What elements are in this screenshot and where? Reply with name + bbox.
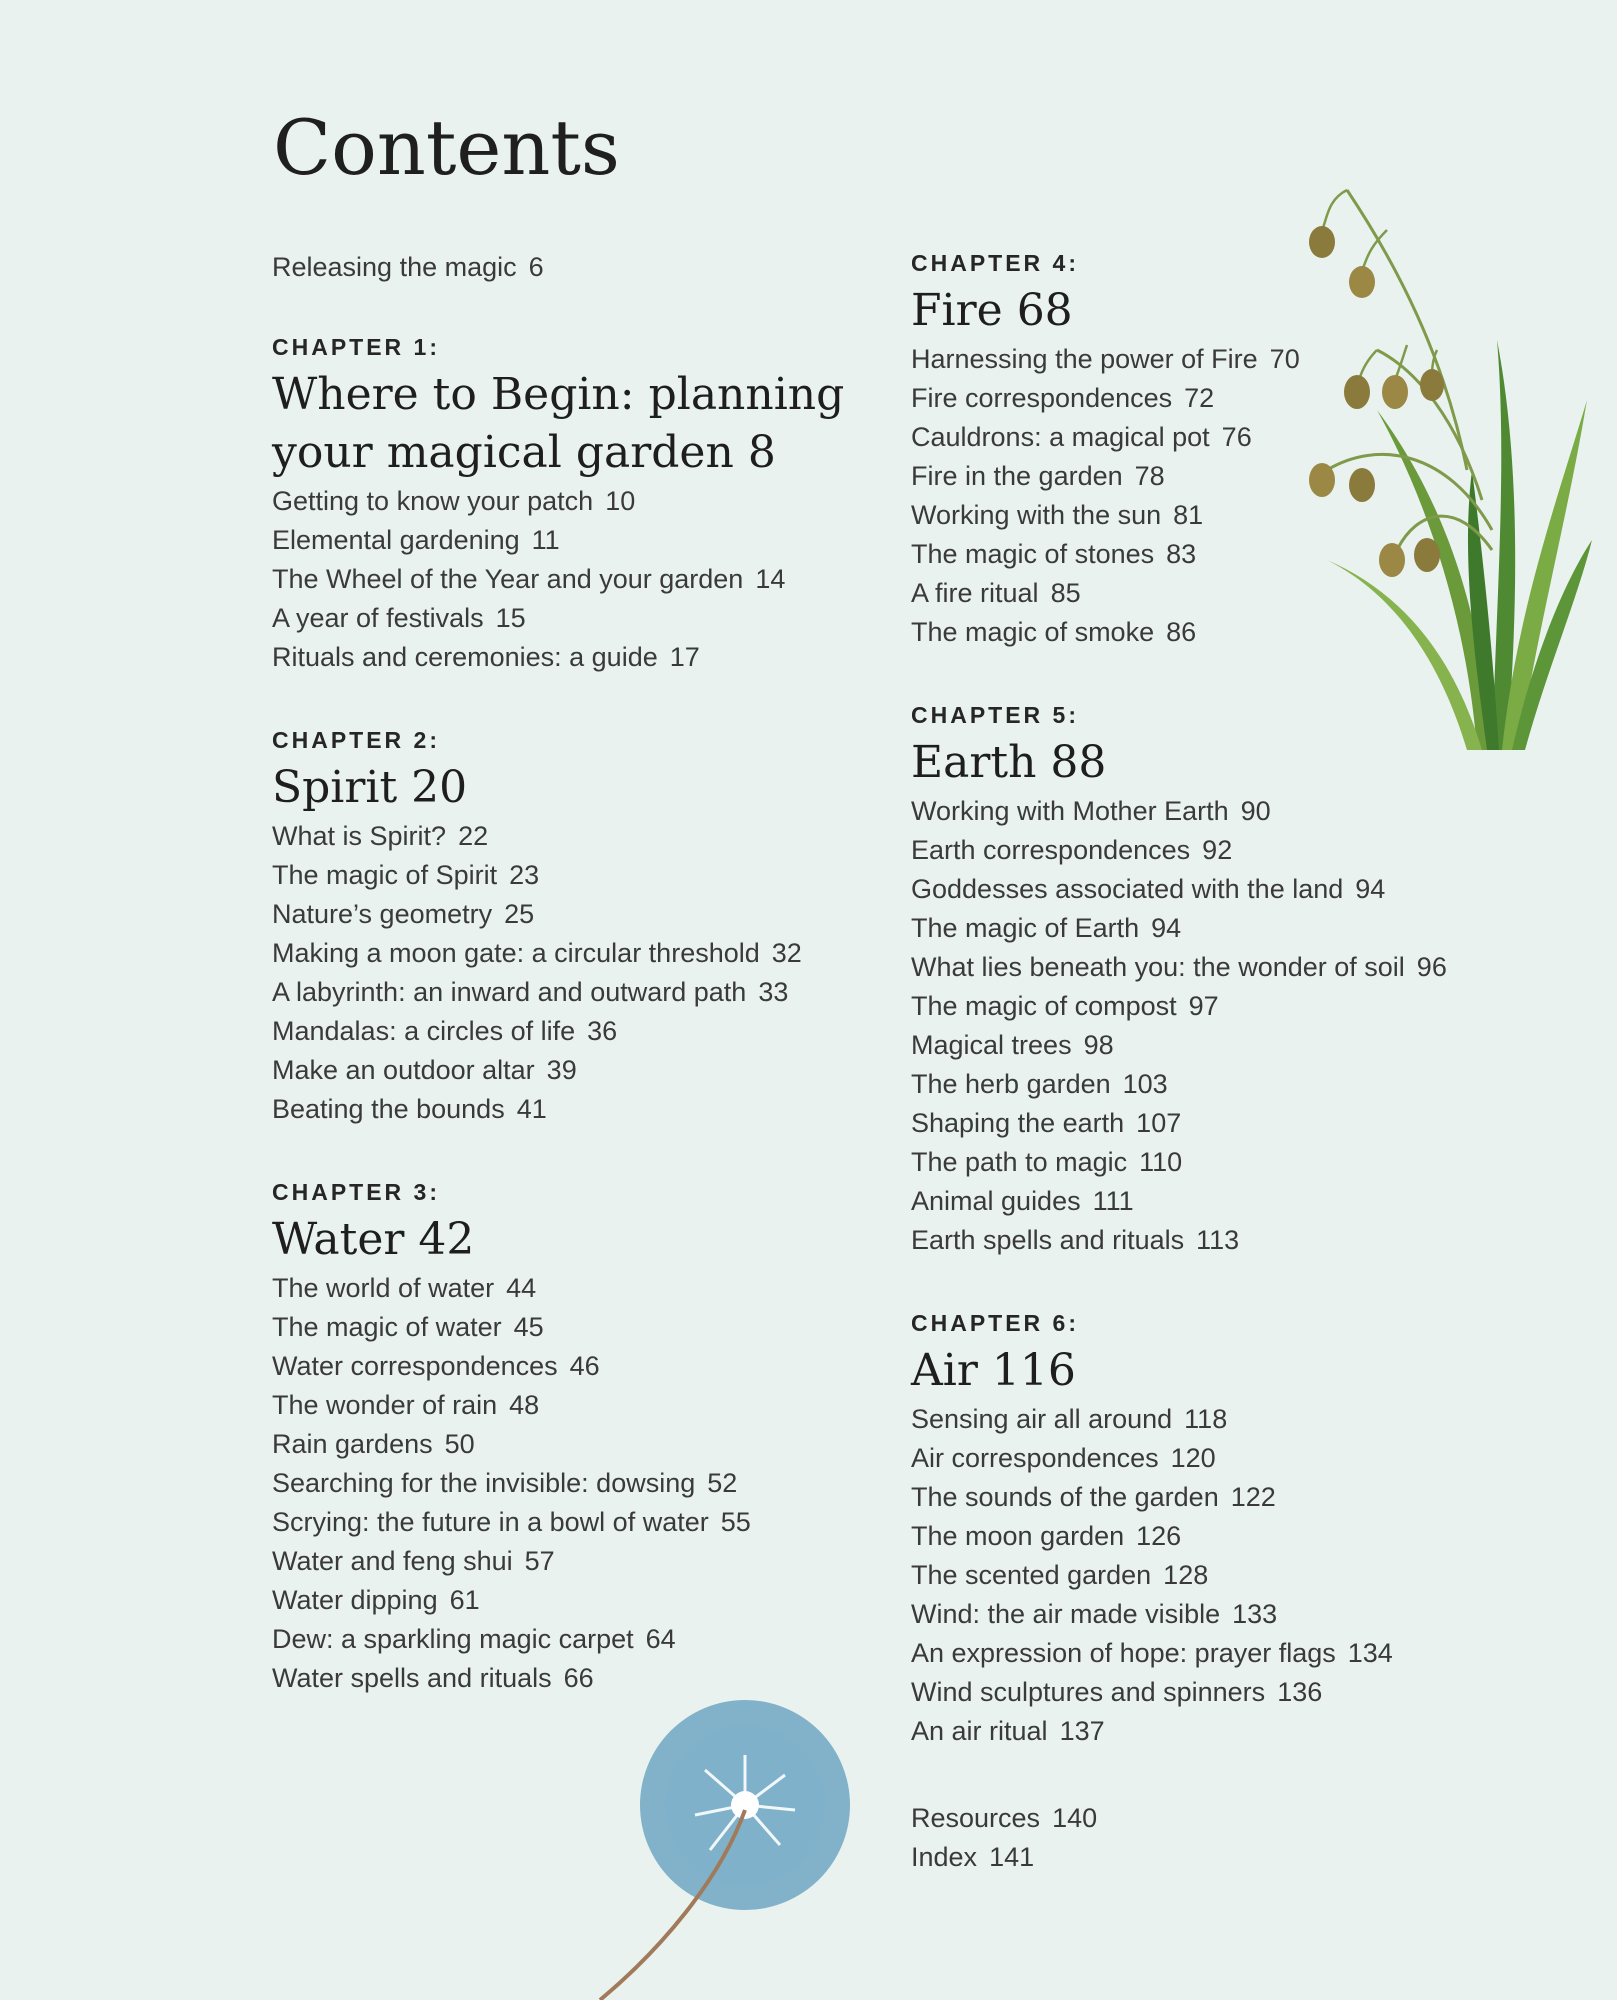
entry-label: Elemental gardening [272, 525, 520, 555]
entry-page: 66 [563, 1663, 594, 1693]
toc-entry[interactable] [272, 973, 872, 1012]
entry-label: The magic of Spirit [272, 860, 498, 890]
toc-entry[interactable] [272, 1269, 872, 1308]
entry-label: The moon garden [911, 1521, 1125, 1551]
entry-label: Working with Mother Earth [911, 796, 1229, 826]
entry-page: 122 [1230, 1482, 1276, 1512]
toc-entry[interactable] [272, 482, 872, 521]
entry-page: 111 [1092, 1186, 1134, 1216]
toc-entry[interactable] [911, 1838, 1531, 1877]
entry-page: 10 [605, 486, 636, 516]
entry-page: 78 [1134, 461, 1165, 491]
entry-page: 103 [1122, 1069, 1168, 1099]
entry-page: 96 [1416, 952, 1447, 982]
entry-label: Sensing air all around [911, 1404, 1173, 1434]
entry-page: 94 [1151, 913, 1182, 943]
toc-entry[interactable] [272, 817, 872, 856]
entry-page: 23 [509, 860, 540, 890]
chapter-title[interactable] [911, 1342, 1531, 1400]
entry-page: 140 [1052, 1803, 1098, 1833]
page-title: Contents [273, 103, 620, 192]
entry-label: Water and feng shui [272, 1546, 513, 1576]
entry-label: A year of festivals [272, 603, 484, 633]
entry-label: The magic of stones [911, 539, 1155, 569]
entry-page: 50 [444, 1429, 475, 1459]
toc-entry[interactable] [272, 599, 872, 638]
grass-with-bell-flowers-illustration [1267, 170, 1597, 760]
chapter-label: CHAPTER 4: [911, 250, 1080, 276]
entry-label: Resources [911, 1803, 1041, 1833]
entry-page: 11 [531, 525, 560, 555]
entry-label: Cauldrons: a magical pot [911, 422, 1210, 452]
entry-label: Index [911, 1842, 978, 1872]
toc-entry[interactable] [272, 1090, 872, 1129]
toc-entry[interactable] [911, 1478, 1531, 1517]
back-matter [911, 1799, 1531, 1877]
toc-entry[interactable] [272, 1012, 872, 1051]
toc-entry[interactable] [911, 1143, 1531, 1182]
entry-page: 72 [1184, 383, 1215, 413]
toc-entry[interactable] [911, 1400, 1531, 1439]
entry-label: Make an outdoor altar [272, 1055, 535, 1085]
entry-page: 81 [1173, 500, 1204, 530]
toc-entry[interactable] [272, 934, 872, 973]
entry-label: The sounds of the garden [911, 1482, 1219, 1512]
toc-entry[interactable] [911, 1799, 1531, 1838]
entry-label: Air correspondences [911, 1443, 1159, 1473]
toc-entry[interactable] [911, 1556, 1531, 1595]
entry-label: Magical trees [911, 1030, 1072, 1060]
toc-entry[interactable] [911, 792, 1531, 831]
chapter-6 [911, 1308, 1531, 1751]
entry-page: 48 [509, 1390, 540, 1420]
entry-page: 133 [1232, 1599, 1278, 1629]
dandelion-seed-head-illustration [580, 1700, 860, 2000]
entry-label: Water correspondences [272, 1351, 558, 1381]
entry-page: 52 [707, 1468, 738, 1498]
chapter-label: CHAPTER 6: [911, 1310, 1080, 1336]
chapter-title-text: Earth [911, 737, 1037, 788]
toc-entry[interactable] [911, 870, 1531, 909]
entry-page: 70 [1269, 344, 1300, 374]
chapter-3 [272, 1177, 872, 1698]
toc-entry[interactable] [911, 1712, 1531, 1751]
chapter-title[interactable] [272, 759, 872, 817]
entry-page: 110 [1139, 1147, 1183, 1177]
entry-page: 15 [495, 603, 526, 633]
toc-entry[interactable] [911, 1065, 1531, 1104]
entry-label: Dew: a sparkling magic carpet [272, 1624, 634, 1654]
entry-page: 98 [1083, 1030, 1114, 1060]
entry-label: An air ritual [911, 1716, 1048, 1746]
entry-label: The world of water [272, 1273, 495, 1303]
entry-page: 137 [1059, 1716, 1105, 1746]
entry-label: Working with the sun [911, 500, 1162, 530]
entry-label: Releasing the magic [272, 252, 517, 282]
chapter-5 [911, 700, 1531, 1260]
entry-page: 46 [569, 1351, 600, 1381]
entry-label: The path to magic [911, 1147, 1128, 1177]
entry-label: Earth spells and rituals [911, 1225, 1185, 1255]
toc-entry[interactable] [272, 1464, 872, 1503]
toc-entry[interactable] [272, 895, 872, 934]
toc-entry[interactable] [272, 638, 872, 677]
entry-label: Wind: the air made visible [911, 1599, 1221, 1629]
entry-label: Rituals and ceremonies: a guide [272, 642, 658, 672]
chapter-page: 116 [991, 1345, 1076, 1396]
entry-label: Nature’s geometry [272, 899, 493, 929]
entry-page: 128 [1163, 1560, 1209, 1590]
toc-entry[interactable] [911, 1026, 1531, 1065]
entry-page: 32 [771, 938, 802, 968]
entry-page: 17 [669, 642, 700, 672]
entry-label: Rain gardens [272, 1429, 433, 1459]
chapter-title-text: Air [911, 1345, 978, 1396]
chapter-1 [272, 332, 872, 677]
left-column [272, 248, 872, 1746]
toc-entry[interactable] [272, 1051, 872, 1090]
entry-label: What lies beneath you: the wonder of soil [911, 952, 1405, 982]
chapter-title-line1: Where to Begin: planning [272, 369, 845, 420]
entry-label: Wind sculptures and spinners [911, 1677, 1266, 1707]
intro-entry[interactable] [272, 248, 872, 287]
entry-page: 86 [1166, 617, 1197, 647]
toc-entry[interactable] [911, 1104, 1531, 1143]
entry-page: 118 [1184, 1404, 1228, 1434]
chapter-title-line2: your magical garden [272, 427, 734, 478]
chapter-2 [272, 725, 872, 1129]
entry-label: Searching for the invisible: dowsing [272, 1468, 696, 1498]
chapter-label: CHAPTER 1: [272, 334, 441, 360]
entry-page: 57 [524, 1546, 555, 1576]
chapter-label: CHAPTER 2: [272, 727, 441, 753]
entry-label: A labyrinth: an inward and outward path [272, 977, 747, 1007]
chapter-page: 8 [747, 427, 776, 478]
entry-page: 14 [755, 564, 786, 594]
entry-page: 33 [758, 977, 789, 1007]
chapter-page: 20 [411, 762, 468, 813]
entry-label: The magic of compost [911, 991, 1177, 1021]
entry-label: Goddesses associated with the land [911, 874, 1344, 904]
entry-label: The wonder of rain [272, 1390, 498, 1420]
toc-entry[interactable] [911, 1182, 1531, 1221]
entry-label: An expression of hope: prayer flags [911, 1638, 1336, 1668]
chapter-label: CHAPTER 5: [911, 702, 1080, 728]
chapter-title[interactable] [272, 366, 872, 482]
toc-entry[interactable] [272, 560, 872, 599]
entry-page: 97 [1188, 991, 1219, 1021]
entry-label: The herb garden [911, 1069, 1111, 1099]
toc-entry[interactable] [911, 909, 1531, 948]
entry-page: 6 [528, 252, 544, 282]
entry-page: 36 [587, 1016, 618, 1046]
entry-page: 113 [1196, 1225, 1240, 1255]
entry-page: 41 [516, 1094, 547, 1124]
entry-page: 76 [1221, 422, 1252, 452]
toc-entry[interactable] [911, 1221, 1531, 1260]
entry-page: 120 [1170, 1443, 1216, 1473]
toc-entry[interactable] [911, 987, 1531, 1026]
chapter-title-text: Spirit [272, 762, 398, 813]
entry-label: Getting to know your patch [272, 486, 594, 516]
entry-page: 83 [1166, 539, 1197, 569]
entry-label: Harnessing the power of Fire [911, 344, 1258, 374]
chapter-title-text: Fire [911, 285, 1003, 336]
entry-page: 107 [1136, 1108, 1182, 1138]
entry-label: The magic of smoke [911, 617, 1155, 647]
toc-entry[interactable] [911, 1595, 1531, 1634]
toc-entry[interactable] [272, 1347, 872, 1386]
entry-page: 94 [1355, 874, 1386, 904]
entry-page: 55 [720, 1507, 751, 1537]
toc-entry[interactable] [272, 1425, 872, 1464]
entry-page: 90 [1240, 796, 1271, 826]
entry-label: Water dipping [272, 1585, 438, 1615]
chapter-title[interactable] [272, 1211, 872, 1269]
entry-page: 39 [546, 1055, 577, 1085]
entry-page: 92 [1202, 835, 1233, 865]
entry-label: Mandalas: a circles of life [272, 1016, 576, 1046]
entry-page: 61 [449, 1585, 480, 1615]
entry-page: 25 [504, 899, 535, 929]
entry-label: Shaping the earth [911, 1108, 1125, 1138]
chapter-page: 88 [1050, 737, 1107, 788]
toc-entry[interactable] [272, 1308, 872, 1347]
toc-entry[interactable] [272, 1386, 872, 1425]
entry-label: The magic of water [272, 1312, 502, 1342]
entry-label: Beating the bounds [272, 1094, 505, 1124]
toc-entry[interactable] [272, 856, 872, 895]
entry-label: Scrying: the future in a bowl of water [272, 1507, 709, 1537]
entry-label: A fire ritual [911, 578, 1039, 608]
toc-entry[interactable] [272, 1503, 872, 1542]
toc-entry[interactable] [272, 1620, 872, 1659]
entry-label: The Wheel of the Year and your garden [272, 564, 744, 594]
toc-entry[interactable] [272, 521, 872, 560]
entry-page: 45 [513, 1312, 544, 1342]
entry-page: 64 [645, 1624, 676, 1654]
toc-entry[interactable] [911, 831, 1531, 870]
entry-page: 136 [1277, 1677, 1323, 1707]
entry-label: Earth correspondences [911, 835, 1191, 865]
toc-entry[interactable] [911, 1439, 1531, 1478]
entry-label: The scented garden [911, 1560, 1152, 1590]
chapter-page: 42 [418, 1214, 475, 1265]
entry-page: 44 [506, 1273, 537, 1303]
toc-entry[interactable] [911, 1517, 1531, 1556]
entry-label: Fire in the garden [911, 461, 1123, 491]
toc-entry[interactable] [911, 1673, 1531, 1712]
toc-entry[interactable] [272, 1542, 872, 1581]
chapter-page: 68 [1016, 285, 1073, 336]
toc-entry[interactable] [911, 1634, 1531, 1673]
entry-page: 85 [1050, 578, 1081, 608]
entry-page: 126 [1136, 1521, 1182, 1551]
toc-entry[interactable] [911, 948, 1531, 987]
entry-label: Fire correspondences [911, 383, 1173, 413]
entry-page: 22 [458, 821, 489, 851]
entry-label: Water spells and rituals [272, 1663, 552, 1693]
entry-label: The magic of Earth [911, 913, 1140, 943]
entry-label: Animal guides [911, 1186, 1081, 1216]
entry-page: 141 [989, 1842, 1035, 1872]
chapter-title-text: Water [272, 1214, 405, 1265]
toc-entry[interactable] [272, 1581, 872, 1620]
entry-label: What is Spirit? [272, 821, 447, 851]
entry-label: Making a moon gate: a circular threshold [272, 938, 760, 968]
entry-page: 134 [1347, 1638, 1393, 1668]
chapter-label: CHAPTER 3: [272, 1179, 441, 1205]
toc-entry[interactable] [272, 1659, 872, 1698]
